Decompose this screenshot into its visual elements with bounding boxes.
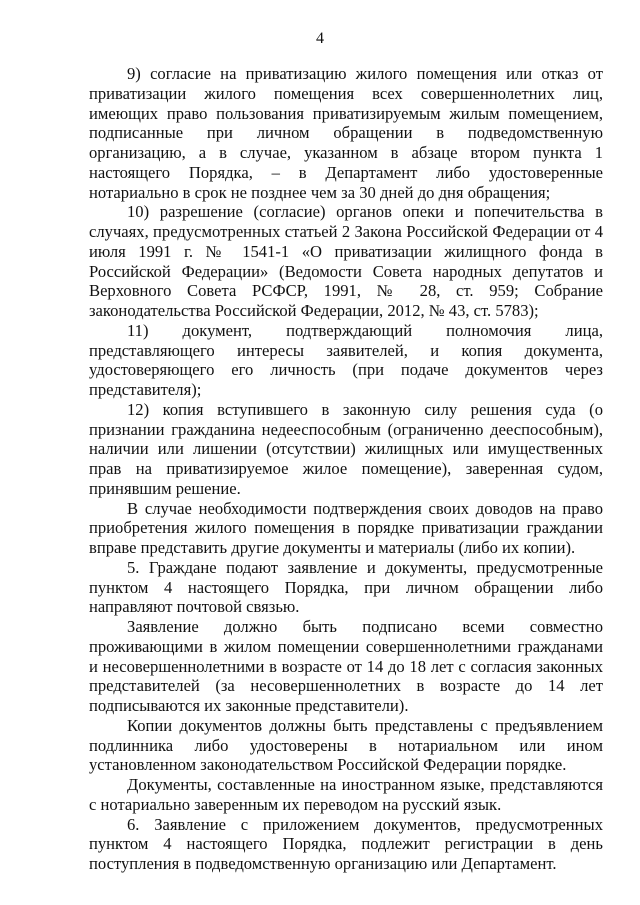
page-number: 4 [316,30,324,47]
paragraph-section-5: 5. Граждане подают заявление и документы, предусмотренные пунктом 4 настоящего Порядка, при личном обращении либо направляют почтовой связью. [89,557,603,617]
paragraph-copies-requirement: Копии документов должны быть представлены с предъявлением подлинника либо удостоверены в нотариальном или ином установленном законодательством Российской Федерации порядке. [89,715,603,775]
document-body [89,64,603,874]
paragraph-additional-documents: В случае необходимости подтверждения своих доводов на право приобретения жилого помещения в порядке приватизации граждании вправе представить другие документы и материалы (либо их копии). [89,498,603,557]
paragraph-foreign-language: Документы, составленные на иностранном языке, представляются с нотариально заверенным их переводом на русский язык. [89,775,603,814]
paragraph-signature-requirement: Заявление должно быть подписано всеми совместно проживающими в жилом помещении совершеннолетними гражданами и несовершеннолетними в возрасте от 14 до 18 лет с согласия законных представителей (за несовершеннолетних в возрасте до 14 лет подписываются их законные представители). [89,617,603,715]
paragraph-section-6: 6. Заявление с приложением документов, предусмотренных пунктом 4 настоящего Порядка, подлежит регистрации в день поступления в подведомственную организацию или Департамент. [89,814,603,873]
paragraph-item-11: 11) документ, подтверждающий полномочия лица, представляющего интересы заявителей, и копия документа, удостоверяющего его личность (при подаче документов через представителя); [89,320,603,399]
paragraph-item-12: 12) копия вступившего в законную силу решения суда (о признании гражданина недееспособным (ограниченно дееспособным), наличии или лишении (отсутствии) жилищных или имущественных прав на приватизируемое жилое помещение), заверенная судом, принявшим решение. [89,399,603,498]
paragraph-item-9: 9) согласие на приватизацию жилого помещения или отказ от приватизации жилого помещения всех совершеннолетних лиц, имеющих право пользования приватизируемым жилым помещением, подписанные при личном обращении в подведомственную организацию, а в случае, указанном в абзаце втором пункта 1 настоящего Порядка, – в Департамент либо удостоверенные нотариально в срок не позднее чем за 30 дней до дня обращения; [89,64,603,202]
paragraph-item-10: 10) разрешение (согласие) органов опеки и попечительства в случаях, предусмотренных статьей 2 Закона Российской Федерации от 4 июля 1991 г. № 1541-1 «О приватизации жилищного фонда в Российской Федерации» (Ведомости Совета народных депутатов и Верховного Совета РСФСР, 1991, № 28, ст. 959; Собрание законодательства Российской Федерации, 2012, № 43, ст. 5783); [89,202,603,320]
